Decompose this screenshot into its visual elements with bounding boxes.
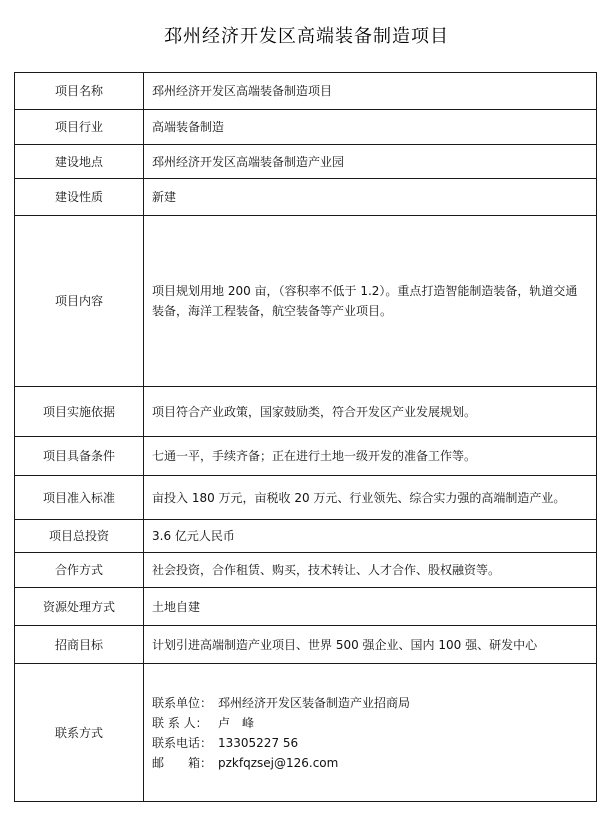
row-value: 七通一平，手续齐备；正在进行土地一级开发的准备工作等。: [144, 437, 597, 476]
row-value: 项目规划用地 200 亩，（容积率不低于 1.2）。重点打造智能制造装备，轨道交通装备，海洋工程装备，航空装备等产业项目。: [144, 216, 597, 387]
table-row-investment: [15, 520, 597, 553]
contact-phone-label: 联系电话：: [152, 735, 213, 750]
contact-person-label: 联 系 人：: [152, 715, 208, 730]
row-value: 项目符合产业政策，国家鼓励类，符合开发区产业发展规划。: [144, 387, 597, 437]
contact-person-line: [152, 713, 586, 733]
project-info-table: [14, 72, 597, 802]
table-row-nature: [15, 179, 597, 216]
contact-email-line: [152, 753, 586, 773]
row-value: 计划引进高端制造产业项目、世界 500 强企业、国内 100 强、研发中心: [144, 626, 597, 664]
row-value: 新建: [144, 179, 597, 216]
contact-details: [144, 664, 597, 802]
contact-person-value: 卢 峰: [218, 715, 255, 730]
row-value: 邳州经济开发区高端装备制造项目: [144, 73, 597, 110]
contact-email-value: pzkfqzsej@126.com: [218, 755, 339, 770]
row-label: 联系方式: [15, 664, 144, 802]
row-label: 资源处理方式: [15, 588, 144, 626]
table-row-contact: [15, 664, 597, 802]
row-label: 项目准入标准: [15, 476, 144, 520]
contact-unit-value: 邳州经济开发区装备制造产业招商局: [218, 695, 411, 710]
row-value: 社会投资，合作租赁、购买，技术转让、人才合作、股权融资等。: [144, 553, 597, 588]
row-value: 土地自建: [144, 588, 597, 626]
row-label: 项目实施依据: [15, 387, 144, 437]
row-value: 3.6 亿元人民币: [144, 520, 597, 553]
row-value: 邳州经济开发区高端装备制造产业园: [144, 145, 597, 179]
row-label: 招商目标: [15, 626, 144, 664]
table-row-project-name: [15, 73, 597, 110]
table-row-standard: [15, 476, 597, 520]
table-row-location: [15, 145, 597, 179]
row-label: 建设性质: [15, 179, 144, 216]
row-label: 项目名称: [15, 73, 144, 110]
table-row-industry: [15, 110, 597, 145]
row-value: 亩投入 180 万元，亩税收 20 万元、行业领先、综合实力强的高端制造产业。: [144, 476, 597, 520]
table-row-cooperation: [15, 553, 597, 588]
row-label: 项目总投资: [15, 520, 144, 553]
table-row-conditions: [15, 437, 597, 476]
page-title: 邳州经济开发区高端装备制造项目: [164, 26, 449, 47]
table-row-content: [15, 216, 597, 387]
contact-phone-line: [152, 733, 586, 753]
table-row-resource: [15, 588, 597, 626]
contact-unit-line: [152, 693, 586, 713]
contact-phone-value: 13305227 56: [218, 735, 299, 750]
contact-unit-label: 联系单位：: [152, 695, 213, 710]
contact-email-label: 邮 箱：: [152, 755, 213, 770]
row-label: 项目内容: [15, 216, 144, 387]
row-label: 建设地点: [15, 145, 144, 179]
row-value: 高端装备制造: [144, 110, 597, 145]
table-row-target: [15, 626, 597, 664]
table-row-basis: [15, 387, 597, 437]
row-label: 合作方式: [15, 553, 144, 588]
row-label: 项目行业: [15, 110, 144, 145]
row-label: 项目具备条件: [15, 437, 144, 476]
